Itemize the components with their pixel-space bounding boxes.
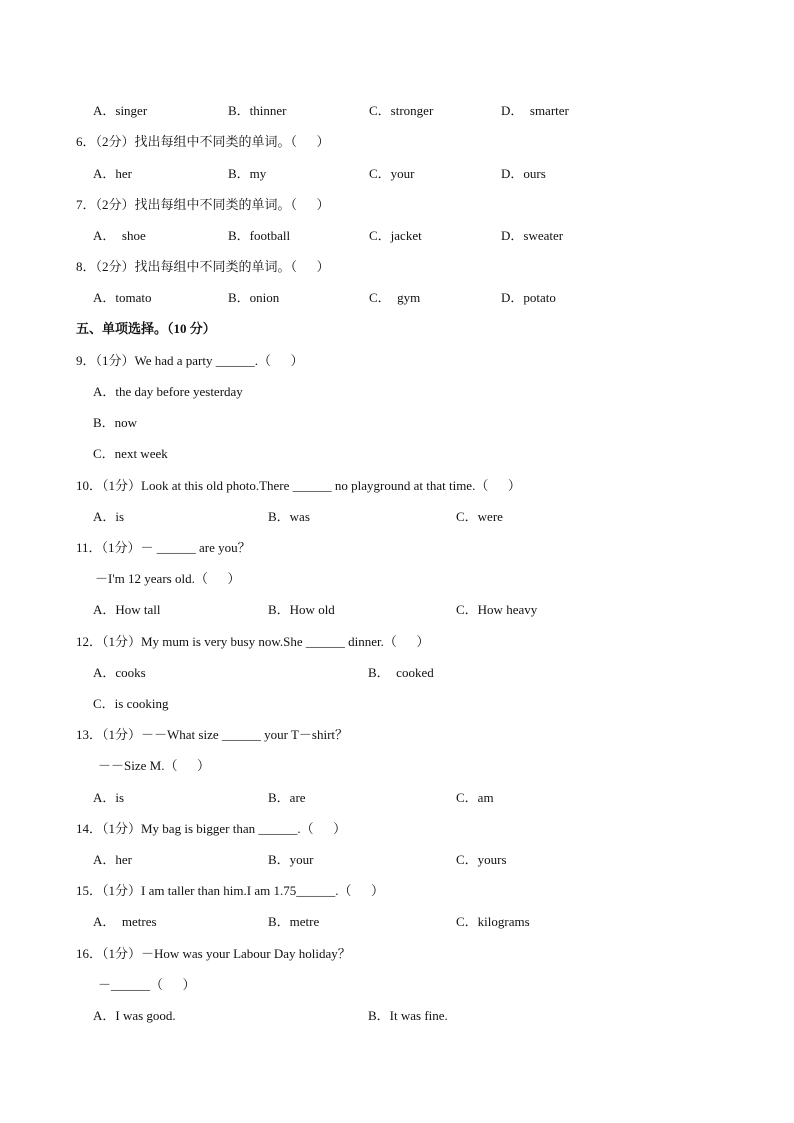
q16-option-a: A．I was good. [93,1008,176,1023]
q8-option-b: B．onion [228,290,280,305]
q14-option-b: B．your [268,852,314,867]
question-12-stem: 12．（1分）My mum is very busy now.She ______ dinner.（ ） [76,634,430,649]
q7-option-b: B．football [228,228,291,243]
question-7-stem: 7．（2分）找出每组中不同类的单词。（ ） [76,197,330,212]
question-13-stem: 13．（1分）－－What size ______ your T－shirt？ [76,727,349,742]
q5-option-c: C．stronger [369,103,434,118]
question-16-stem: 16．（1分）－How was your Labour Day holiday？ [76,946,351,961]
q15-option-c: C．kilograms [456,914,530,929]
question-11-stem: 11．（1分）－ ______ are you？ [76,540,251,555]
q7-option-d: D．sweater [501,228,564,243]
q12-option-a: A．cooks [93,665,146,680]
q13-option-b: B．are [268,790,306,805]
q11-option-c: C．How heavy [456,602,538,617]
q10-option-b: B．was [268,509,310,524]
q11-option-a: A．How tall [93,602,161,617]
q5-option-a: A．singer [93,103,148,118]
section-heading: 五、单项选择。（10 分） [76,321,216,336]
question-14-stem: 14．（1分）My bag is bigger than ______.（ ） [76,821,347,836]
q8-option-d: D．potato [501,290,556,305]
question-11-reply: －I'm 12 years old.（ ） [95,571,241,586]
q12-option-c: C．is cooking [93,696,169,711]
q13-option-c: C．am [456,790,494,805]
q7-option-c: C．jacket [369,228,422,243]
q14-option-a: A．her [93,852,132,867]
q9-option-a: A．the day before yesterday [93,384,243,399]
q13-option-a: A．is [93,790,125,805]
q6-option-b: B．my [228,166,267,181]
q6-option-c: C．your [369,166,415,181]
q9-option-b: B．now [93,415,138,430]
q8-option-a: A．tomato [93,290,152,305]
q8-option-c: C． gym [369,290,421,305]
question-10-stem: 10．（1分）Look at this old photo.There ______ no playground at that time.（ ） [76,478,521,493]
q10-option-a: A．is [93,509,125,524]
question-13-reply: －－Size M.（ ） [98,758,210,773]
q6-option-d: D．ours [501,166,546,181]
q5-option-d: D． smarter [501,103,569,118]
question-16-reply: －______（ ） [98,977,196,992]
q5-option-b: B．thinner [228,103,287,118]
question-8-stem: 8．（2分）找出每组中不同类的单词。（ ） [76,259,330,274]
q9-option-c: C．next week [93,446,168,461]
question-6-stem: 6．（2分）找出每组中不同类的单词。（ ） [76,134,330,149]
q15-option-a: A． metres [93,914,157,929]
q10-option-c: C．were [456,509,503,524]
q16-option-b: B．It was fine. [368,1008,448,1023]
question-9-stem: 9．（1分）We had a party ______.（ ） [76,353,304,368]
q11-option-b: B．How old [268,602,335,617]
q15-option-b: B．metre [268,914,320,929]
q12-option-b: B． cooked [368,665,434,680]
q6-option-a: A．her [93,166,132,181]
q7-option-a: A． shoe [93,228,146,243]
q14-option-c: C．yours [456,852,507,867]
question-15-stem: 15．（1分）I am taller than him.I am 1.75______.（ ） [76,883,384,898]
